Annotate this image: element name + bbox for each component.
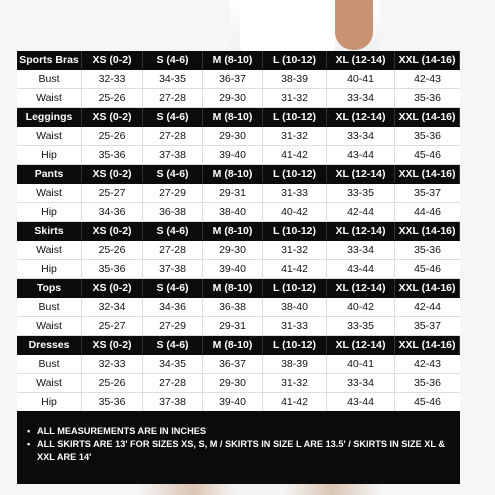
size-header: L (10-12) — [263, 51, 327, 69]
measurement-value: 35-37 — [414, 187, 441, 199]
size-header: XS (0-2) — [82, 108, 143, 126]
measurement-value: 25-27 — [82, 317, 143, 335]
section-skirts — [17, 222, 460, 279]
size-header: XS (0-2) — [82, 222, 143, 240]
measurement-value: 27-28 — [143, 374, 203, 392]
measurement-label: Bust — [17, 355, 82, 373]
measurement-value: 35-36 — [414, 92, 441, 104]
measurement-value: 25-26 — [82, 374, 143, 392]
size-header: XXL (14-16) — [395, 165, 460, 183]
measurement-label: Waist — [17, 184, 82, 202]
measurement-value: 35-36 — [82, 393, 143, 411]
measurement-value: 36-38 — [143, 203, 203, 221]
table-row — [17, 203, 460, 222]
measurement-value: 39-40 — [203, 146, 263, 164]
size-header: M (8-10) — [203, 108, 263, 126]
measurement-value: 38-40 — [203, 203, 263, 221]
section-header-row — [17, 165, 460, 184]
measurement-label: Hip — [17, 393, 82, 411]
size-chart-table — [17, 51, 460, 409]
measurement-value: 38-40 — [263, 298, 327, 316]
measurement-label: Hip — [17, 146, 82, 164]
measurement-value: 44-46 — [414, 206, 441, 218]
size-header: XXL (14-16) — [395, 279, 460, 297]
table-row — [17, 89, 460, 108]
size-header: XL (12-14) — [327, 336, 395, 354]
measurement-value: 34-35 — [143, 355, 203, 373]
measurement-value: 42-44 — [327, 203, 395, 221]
measurement-value: 40-42 — [263, 203, 327, 221]
size-header: L (10-12) — [263, 108, 327, 126]
measurement-value: 29-30 — [203, 374, 263, 392]
table-row — [17, 298, 460, 317]
table-row — [17, 374, 460, 393]
measurement-value: 36-37 — [203, 355, 263, 373]
size-header: S (4-6) — [143, 51, 203, 69]
measurement-value: 45-46 — [414, 149, 441, 161]
measurement-value: 32-33 — [82, 70, 143, 88]
size-header: XS (0-2) — [82, 165, 143, 183]
measurement-label: Bust — [17, 298, 82, 316]
measurement-value: 45-46 — [414, 396, 441, 408]
section-pants — [17, 165, 460, 222]
size-header: XL (12-14) — [327, 108, 395, 126]
measurement-value: 45-46 — [414, 263, 441, 275]
measurement-value: 29-31 — [203, 184, 263, 202]
section-name: Sports Bras — [17, 51, 82, 69]
section-name: Leggings — [17, 108, 82, 126]
measurement-value: 29-30 — [203, 241, 263, 259]
measurement-label: Waist — [17, 89, 82, 107]
table-row — [17, 127, 460, 146]
measurement-value: 40-42 — [327, 298, 395, 316]
measurement-value: 27-28 — [143, 241, 203, 259]
model-arm — [335, 0, 373, 50]
table-row — [17, 241, 460, 260]
size-header: XXL (14-16) — [395, 51, 460, 69]
measurement-label: Hip — [17, 260, 82, 278]
measurement-value: 43-44 — [327, 260, 395, 278]
section-sports-bras — [17, 51, 460, 108]
measurement-value: 35-37 — [414, 320, 441, 332]
size-header: S (4-6) — [143, 222, 203, 240]
section-leggings — [17, 108, 460, 165]
section-tops — [17, 279, 460, 336]
measurement-value: 41-42 — [263, 393, 327, 411]
measurement-value: 31-33 — [263, 184, 327, 202]
measurement-value: 29-31 — [203, 317, 263, 335]
size-header: M (8-10) — [203, 165, 263, 183]
measurement-value: 29-30 — [203, 127, 263, 145]
section-name: Tops — [17, 279, 82, 297]
size-header: M (8-10) — [203, 51, 263, 69]
measurement-value: 42-43 — [414, 73, 441, 85]
size-header: XXL (14-16) — [395, 336, 460, 354]
note-skirt-lengths: • ALL SKIRTS ARE 13' FOR SIZES XS, S, M / SKIRTS IN SIZE L ARE 13.5' / SKIRTS IN SIZE XL & XXL ARE 14' — [27, 438, 450, 464]
model-photo-top — [230, 0, 380, 52]
table-row — [17, 260, 460, 279]
measurement-value: 31-32 — [263, 127, 327, 145]
measurement-value: 36-37 — [203, 70, 263, 88]
measurement-value: 27-28 — [143, 127, 203, 145]
size-header: L (10-12) — [263, 165, 327, 183]
measurement-value: 25-26 — [82, 127, 143, 145]
measurement-value: 35-36 — [82, 146, 143, 164]
measurement-value: 25-27 — [82, 184, 143, 202]
measurement-value: 27-28 — [143, 89, 203, 107]
measurement-value: 43-44 — [327, 146, 395, 164]
size-header: XXL (14-16) — [395, 108, 460, 126]
measurement-value: 41-42 — [263, 260, 327, 278]
size-header: M (8-10) — [203, 279, 263, 297]
table-row — [17, 355, 460, 374]
size-header: M (8-10) — [203, 336, 263, 354]
table-row — [17, 393, 460, 412]
size-header: S (4-6) — [143, 108, 203, 126]
size-header: XS (0-2) — [82, 336, 143, 354]
measurement-value: 33-34 — [327, 241, 395, 259]
size-header: M (8-10) — [203, 222, 263, 240]
measurement-value: 33-34 — [327, 89, 395, 107]
measurement-value: 36-38 — [203, 298, 263, 316]
measurement-value: 38-39 — [263, 355, 327, 373]
section-header-row — [17, 279, 460, 298]
measurement-value: 37-38 — [143, 393, 203, 411]
section-header-row — [17, 108, 460, 127]
size-header: S (4-6) — [143, 165, 203, 183]
measurement-value: 31-32 — [263, 89, 327, 107]
measurement-value: 37-38 — [143, 260, 203, 278]
measurement-value: 35-36 — [82, 260, 143, 278]
measurement-value: 34-35 — [143, 70, 203, 88]
measurement-value: 31-32 — [263, 241, 327, 259]
measurement-value: 41-42 — [263, 146, 327, 164]
measurement-value: 43-44 — [327, 393, 395, 411]
measurement-value: 34-36 — [143, 298, 203, 316]
size-header: XL (12-14) — [327, 279, 395, 297]
measurement-value: 25-26 — [82, 89, 143, 107]
size-header: S (4-6) — [143, 279, 203, 297]
size-header: XL (12-14) — [327, 51, 395, 69]
model-photo-bottom — [140, 484, 380, 495]
measurement-value: 37-38 — [143, 146, 203, 164]
size-header: XL (12-14) — [327, 222, 395, 240]
measurement-label: Waist — [17, 374, 82, 392]
measurement-value: 32-33 — [82, 355, 143, 373]
model-shirt — [240, 0, 335, 52]
section-name: Skirts — [17, 222, 82, 240]
section-name: Pants — [17, 165, 82, 183]
measurement-value: 33-34 — [327, 127, 395, 145]
measurement-value: 39-40 — [203, 393, 263, 411]
section-header-row — [17, 336, 460, 355]
measurement-value: 38-39 — [263, 70, 327, 88]
measurement-value: 33-35 — [327, 184, 395, 202]
measurement-value: 42-43 — [414, 358, 441, 370]
measurement-notes — [17, 411, 460, 484]
table-row — [17, 146, 460, 165]
measurement-value: 39-40 — [203, 260, 263, 278]
measurement-value: 40-41 — [327, 355, 395, 373]
measurement-label: Hip — [17, 203, 82, 221]
size-header: XS (0-2) — [82, 51, 143, 69]
table-row — [17, 184, 460, 203]
measurement-value: 32-34 — [82, 298, 143, 316]
size-header: XS (0-2) — [82, 279, 143, 297]
size-header: XL (12-14) — [327, 165, 395, 183]
size-header: L (10-12) — [263, 222, 327, 240]
measurement-value: 33-34 — [327, 374, 395, 392]
measurement-label: Waist — [17, 127, 82, 145]
size-header: S (4-6) — [143, 336, 203, 354]
size-header: L (10-12) — [263, 336, 327, 354]
measurement-value: 42-44 — [414, 301, 441, 313]
measurement-value: 29-30 — [203, 89, 263, 107]
note-inches: • ALL MEASUREMENTS ARE IN INCHES — [27, 425, 450, 438]
measurement-value: 27-29 — [143, 317, 203, 335]
measurement-value: 33-35 — [327, 317, 395, 335]
section-header-row — [17, 222, 460, 241]
table-row — [17, 70, 460, 89]
measurement-label: Bust — [17, 70, 82, 88]
measurement-value: 35-36 — [414, 244, 441, 256]
section-name: Dresses — [17, 336, 82, 354]
measurement-value: 40-41 — [327, 70, 395, 88]
section-dresses — [17, 336, 460, 412]
measurement-value: 25-26 — [82, 241, 143, 259]
measurement-label: Waist — [17, 317, 82, 335]
table-row — [17, 317, 460, 336]
size-header: XXL (14-16) — [395, 222, 460, 240]
measurement-value: 34-36 — [82, 203, 143, 221]
measurement-value: 35-36 — [414, 130, 441, 142]
size-header: L (10-12) — [263, 279, 327, 297]
measurement-label: Waist — [17, 241, 82, 259]
section-header-row — [17, 51, 460, 70]
measurement-value: 35-36 — [414, 377, 441, 389]
measurement-value: 27-29 — [143, 184, 203, 202]
measurement-value: 31-33 — [263, 317, 327, 335]
measurement-value: 31-32 — [263, 374, 327, 392]
